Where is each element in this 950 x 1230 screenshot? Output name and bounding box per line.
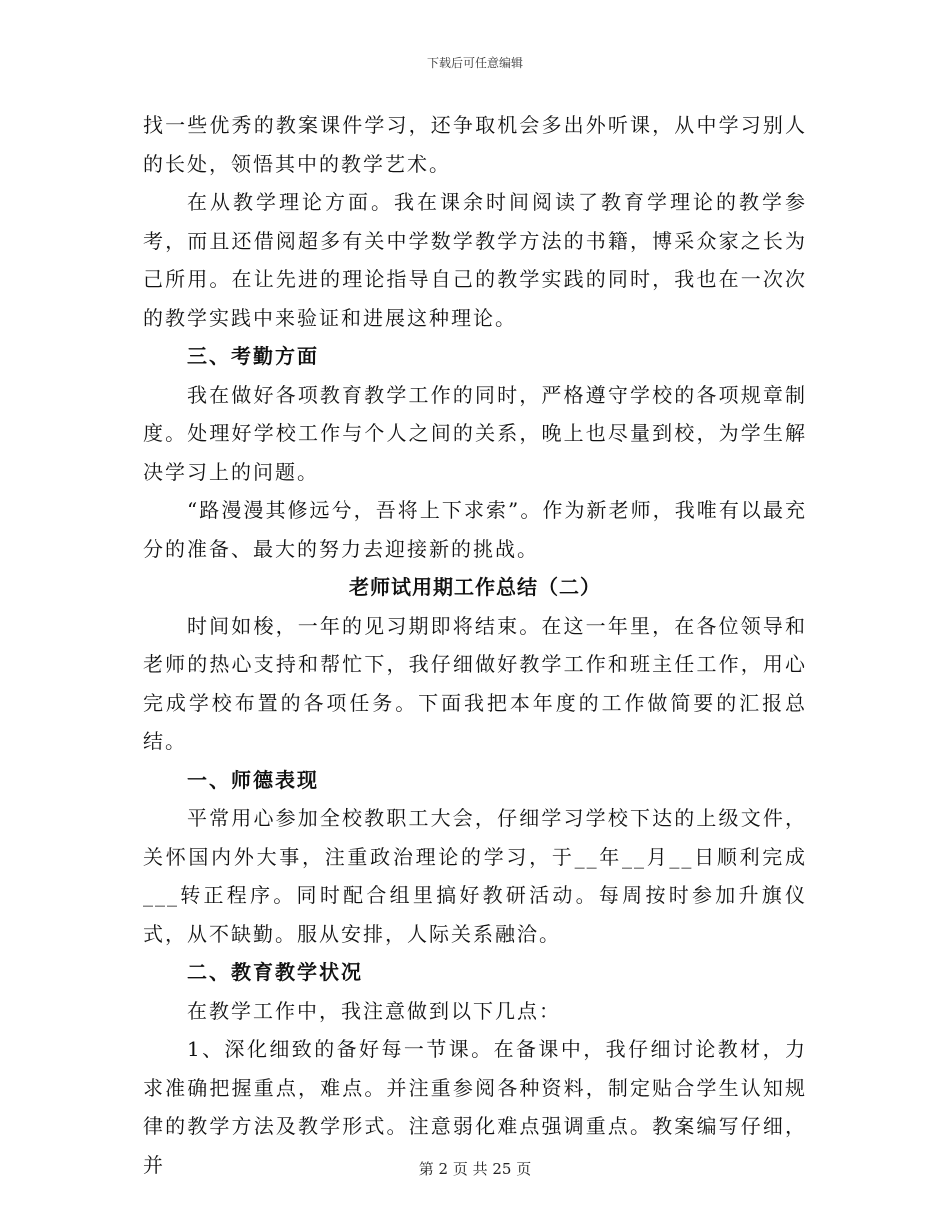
page-header: 下载后可任意编辑 [426,56,523,70]
paragraph: 找一些优秀的教案课件学习，还争取机会多出外听课，从中学习别人的长处，领悟其中的教学艺术。 [143,113,807,176]
paragraph: 时间如梭，一年的见习期即将结束。在这一年里，在各位领导和老师的热心支持和帮忙下，我仔细做好教学工作和班主任工作，用心完成学校布置的各项任务。下面我把本年度的工作做简要的汇报总结。 [143,613,807,753]
paragraph: “路漫漫其修远兮，吾将上下求索”。作为新老师，我唯有以最充分的准备、最大的努力去迎接新的挑战。 [143,498,807,561]
section-heading: 一、师德表现 [187,767,319,792]
page-footer: 第 2 页 共 25 页 [418,1160,532,1178]
paragraph: 1、深化细致的备好每一节课。在备课中，我仔细讨论教材，力求准确把握重点，难点。并注重参阅各种资料，制定贴合学生认知规律的教学方法及教学形式。注意弱化难点强调重点。教案编写仔细，并 [143,1037,807,1177]
document-title: 老师试用期工作总结（二） [349,575,601,599]
section-heading: 三、考勤方面 [187,344,319,368]
section-heading: 二、教育教学状况 [187,960,363,984]
paragraph: 在教学工作中，我注意做到以下几点： [187,998,561,1023]
document-body [143,106,807,1184]
paragraph: 我在做好各项教育教学工作的同时，严格遵守学校的各项规章制度。处理好学校工作与个人之间的关系，晚上也尽量到校，为学生解决学习上的问题。 [143,382,807,484]
paragraph: 在从教学理论方面。我在课余时间阅读了教育学理论的教学参考，而且还借阅超多有关中学数学教学方法的书籍，博采众家之长为己所用。在让先进的理论指导自己的教学实践的同时，我也在一次次的教学实践中来验证和进展这种理论。 [143,190,807,330]
paragraph: 平常用心参加全校教职工大会，仔细学习学校下达的上级文件，关怀国内外大事，注重政治理论的学习，于__年__月__日顺利完成___转正程序。同时配合组里搞好教研活动。每周按时参加升旗仪式，从不缺勤。服从安排，人际关系融洽。 [143,806,807,946]
